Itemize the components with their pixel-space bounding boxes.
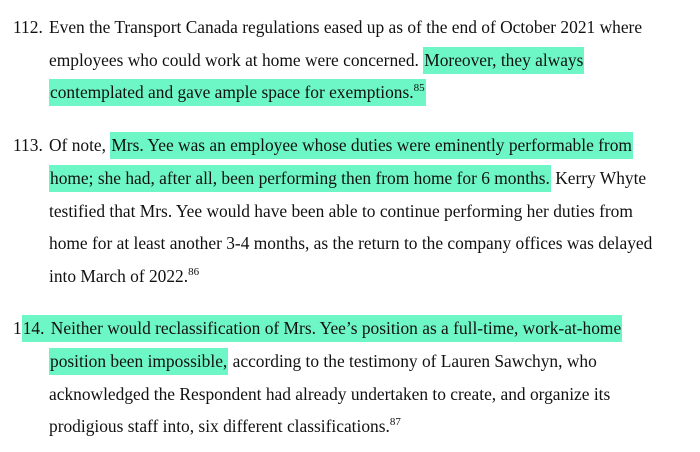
text-run: according to the testimony of Lauren Sawchyn, who [228,351,597,371]
text-line [49,411,401,441]
text-line [49,130,633,160]
text-line [49,12,642,42]
paragraph-number [13,12,43,42]
footnote-ref[interactable]: 86 [188,266,200,278]
text-line [49,196,633,226]
text-line [49,45,584,75]
paragraph-number-highlighted: 14. [22,315,46,342]
footnote-ref[interactable]: 85 [413,82,425,94]
text-line [49,261,199,291]
text-run: home for at least another 3-4 months, as the return to the company offices was delayed [49,233,653,253]
text-run: Of note, [49,135,111,155]
text-run: employees who could work at home were concerned. [49,50,424,70]
text-run: Even the Transport Canada regulations eased up as of the end of October 2021 where [49,17,643,37]
text-line [49,163,646,193]
highlighted-text: position been impossible, [49,348,228,375]
text-line [49,346,597,376]
text-line [49,77,426,107]
highlighted-text [49,79,426,106]
highlighted-text: home; she had, after all, been performing then from home for 6 months. [49,165,551,192]
highlighted-text: Mrs. Yee was an employee whose duties were eminently performable from [110,132,633,159]
paragraph-number-text: 113. [13,135,43,155]
paragraph-number-digit: 1 [13,318,22,338]
highlighted-text: Neither would reclassification of Mrs. Yee’s position as a full-time, work-at-home [45,315,622,342]
text-run: prodigious staff into, six different classifications. [49,416,390,436]
text-line [49,228,652,258]
highlighted-text: Moreover, they always [423,47,584,74]
text-run: acknowledged the Respondent had already undertaken to create, and organize its [49,384,611,404]
paragraph-number [13,313,622,343]
text-run: Kerry Whyte [550,168,647,188]
paragraph-number-text: 112. [13,17,43,37]
paragraph-number [13,130,43,160]
text-run: contemplated and gave ample space for exemptions. [50,82,414,102]
text-line [49,379,610,409]
footnote-ref[interactable]: 87 [389,416,401,428]
text-run: into March of 2022. [49,266,189,286]
text-run: testified that Mrs. Yee would have been able to continue performing her duties from [49,201,633,221]
